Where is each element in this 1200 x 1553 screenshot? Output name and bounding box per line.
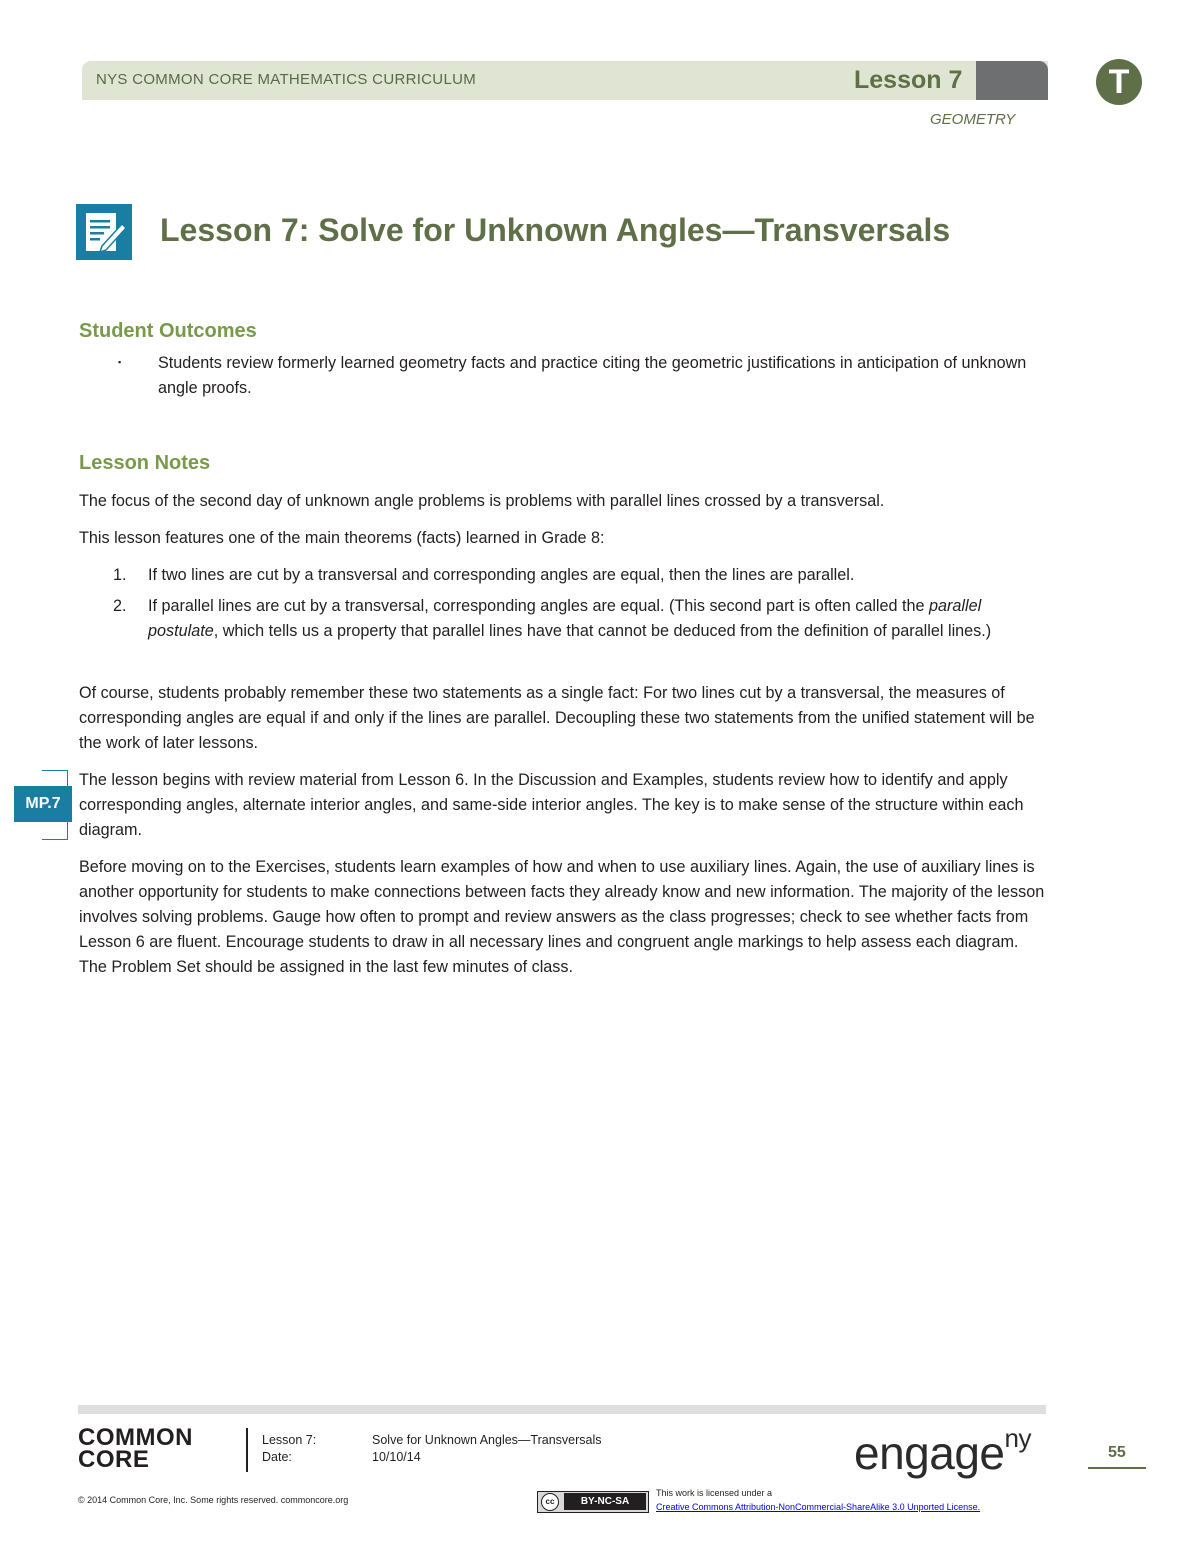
common-core-logo: COMMON CORE bbox=[78, 1424, 193, 1473]
page-title: Lesson 7: Solve for Unknown Angles—Transversals bbox=[160, 212, 951, 248]
page-number-rule bbox=[1088, 1467, 1146, 1469]
student-outcomes-heading: Student Outcomes bbox=[79, 320, 257, 342]
license-link[interactable]: Creative Commons Attribution-NonCommercial-ShareAlike 3.0 Unported License. bbox=[656, 1502, 981, 1512]
mp7-tag: MP.7 bbox=[14, 786, 72, 822]
creative-commons-icon: cc bbox=[541, 1493, 559, 1511]
copyright-notice: © 2014 Common Core, Inc. Some rights reserved. commoncore.org bbox=[78, 1495, 349, 1505]
lesson-notes-heading: Lesson Notes bbox=[79, 452, 211, 474]
outcome-item: Students review formerly learned geometry facts and practice citing the geometric justifications in anticipation of unknown angle proofs. bbox=[158, 354, 1027, 397]
theorem-item-1: If two lines are cut by a transversal and corresponding angles are equal, then the lines are parallel. bbox=[148, 566, 855, 584]
license-intro: This work is licensed under a bbox=[656, 1488, 773, 1498]
footer-lesson-label: Lesson 7: bbox=[262, 1433, 317, 1447]
notes-paragraph-2: This lesson features one of the main theorems (facts) learned in Grade 8: bbox=[79, 529, 605, 547]
curriculum-name: NYS COMMON CORE MATHEMATICS CURRICULUM bbox=[96, 71, 477, 88]
notes-paragraph-5: Before moving on to the Exercises, students learn examples of how and when to use auxiliary lines. Again, the use of auxiliary lines is another opportunity for students to make connections between facts they already know and new information. The majority of the lesson involves solving problems. Gauge how often to prompt and review answers as the class progresses; check to see whether facts from Lesson 6 are fluent. Encourage students to draw in all necessary lines and congruent angle markings to help assess each diagram. The Problem Set should be assigned in the last few minutes of class. bbox=[79, 858, 1045, 976]
page-number: 55 bbox=[1108, 1444, 1126, 1461]
parallel-postulate-term: parallel postulate bbox=[148, 597, 982, 640]
teacher-badge: T bbox=[1096, 59, 1142, 105]
list-number-2: 2. bbox=[113, 597, 127, 615]
footer-divider bbox=[246, 1428, 248, 1472]
footer-date-label: Date: bbox=[262, 1450, 292, 1464]
theorem-item-2: If parallel lines are cut by a transversal, corresponding angles are equal. (This second part is often called the parallel postulate, which tells us a property that parallel lines have that cannot be deduced from the definition of parallel lines.) bbox=[148, 597, 992, 640]
notes-paragraph-4: The lesson begins with review material from Lesson 6. In the Discussion and Examples, students review how to identify and apply corresponding angles, alternate interior angles, and same-side interior angles. The key is to make sense of the structure within each diagram. bbox=[79, 771, 1024, 839]
footer-rule bbox=[78, 1405, 1046, 1414]
header-grey-block bbox=[976, 61, 1048, 100]
license-type: BY-NC-SA bbox=[564, 1493, 646, 1510]
header-lesson-label: Lesson 7 bbox=[854, 66, 963, 94]
cc-license-badge[interactable] bbox=[537, 1491, 649, 1513]
bullet-icon: ▪ bbox=[118, 357, 122, 367]
footer-date-value: 10/10/14 bbox=[372, 1450, 421, 1464]
engageny-logo: engage$^{ny}$ bbox=[854, 1422, 1031, 1479]
subject-label: GEOMETRY bbox=[930, 111, 1016, 128]
footer-lesson-title: Solve for Unknown Angles—Transversals bbox=[372, 1433, 602, 1447]
list-number-1: 1. bbox=[113, 566, 127, 584]
notes-paragraph-3: Of course, students probably remember these two statements as a single fact: For two lines cut by a transversal, the measures of corresponding angles are equal if and only if the lines are parallel. Decoupling these two statements from the unified statement will be the work of later lessons. bbox=[79, 684, 1035, 752]
lesson-document-icon bbox=[76, 204, 132, 260]
notes-paragraph-1: The focus of the second day of unknown angle problems is problems with parallel lines crossed by a transversal. bbox=[79, 492, 885, 510]
